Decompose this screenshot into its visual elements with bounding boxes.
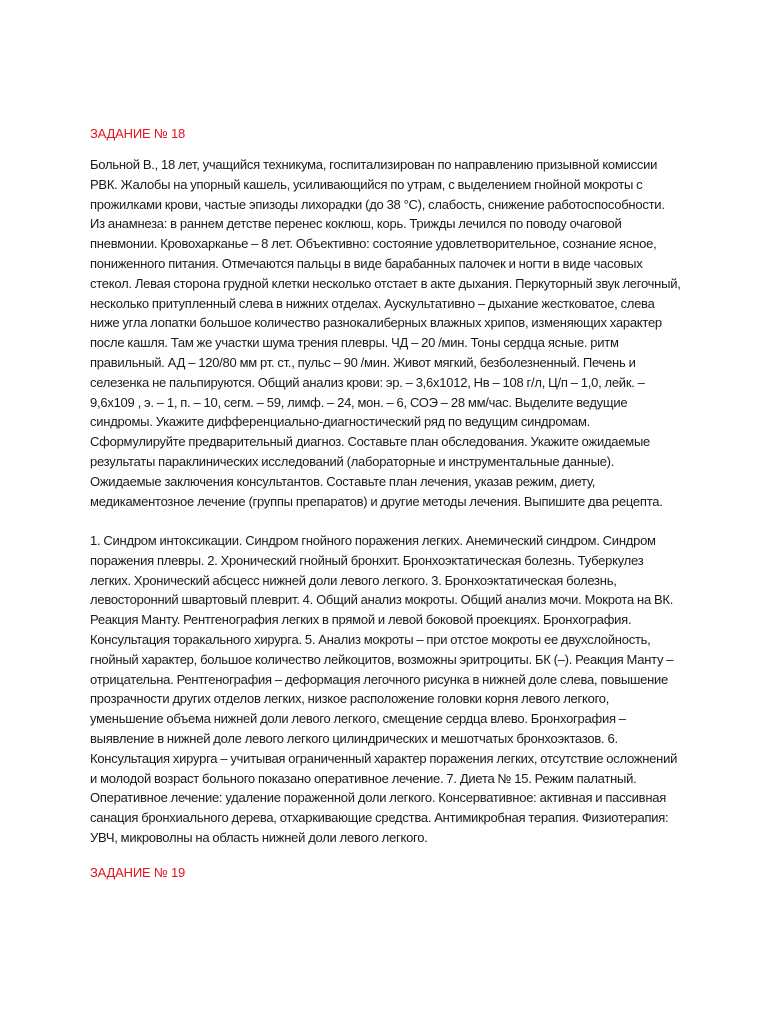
answer-paragraph: 1. Синдром интоксикации. Синдром гнойного поражения легких. Анемический синдром. Синдром поражения плевры. 2. Хронический гнойный бронхит. Бронхоэктатическая болезнь. Туберкулез легких. Хронический абсцесс нижней доли левого легкого. 3. Бронхоэктатическая болезнь, левосторонний швартовый плеврит. 4. Общий анализ мокроты. Общий анализ мочи. Мокрота на ВК. Реакция Манту. Рентгенография легких в прямой и левой боковой проекциях. Бронхография. Консультация торакального хирурга. 5. Анализ мокроты – при отстое мокроты ее двухслойность, гнойный характер, большое количество лейкоцитов, возможны эритроциты. БК (–). Реакция Манту – отрицательна. Рентгенография – деформация легочного рисунка в нижней доле слева, повышение прозрачности других отделов легких, низкое расположение головки корня левого легкого, уменьшение объема нижней доли левого легкого, смещение сердца влево. Бронхография – выявление в нижней доле левого легкого цилиндрических и мешотчатых бронхоэктазов. 6. Консультация хирурга – учитывая ограниченный характер поражения легких, отсутствие осложнений и молодой возраст больного показано оперативное лечение. 7. Диета № 15. Режим палатный. Оперативное лечение: удаление пораженной доли легкого. Консервативное: активная и пассивная санация бронхиального дерева, отхаркивающие средства. Антимикробная терапия. Физиотерапия: УВЧ, микроволны на область нижней доли левого легкого. — [90, 533, 678, 845]
case-description-paragraph: Больной В., 18 лет, учащийся техникума, госпитализирован по направлению призывной комиссии РВК. Жалобы на упорный кашель, усиливающийся по утрам, с выделением гнойной мокроты с прожилками крови, частые эпизоды лихорадки (до 38 °С), слабость, снижение работоспособности. Из анамнеза: в раннем детстве перенес коклюш, корь. Трижды лечился по поводу очаговой пневмонии. Кровохарканье – 8 лет. Объективно: состояние удовлетворительное, сознание ясное, пониженного питания. Отмечаются пальцы в виде барабанных палочек и ногти в виде часовых стекол. Левая сторона грудной клетки несколько отстает в акте дыхания. Перкуторный звук легочный, несколько притупленный слева в нижних отделах. Аускультативно – дыхание жестковатое, слева ниже угла лопатки большое количество разнокалиберных влажных хрипов, изменяющих характер после кашля. Там же участки шума трения плевры. ЧД – 20 /мин. Тоны сердца ясные. ритм правильный. АД – 120/80 мм рт. ст., пульс – 90 /мин. Живот мягкий, безболезненный. Печень и селезенка не пальпируются. Общий анализ крови: эр. – 3,6х1012, Нв – 108 г/л, Ц/п – 1,0, лейк. – 9,6х109 , э. – 1, п. – 10, сегм. – 59, лимф. – 24, мон. – 6, СОЭ – 28 мм/час. Выделите ведущие синдромы. Укажите дифференциально-диагностический ряд по ведущим синдромам. Сформулируйте предварительный диагноз. Составьте план обследования. Укажите ожидаемые результаты параклинических исследований (лабораторные и инструментальные данные). Ожидаемые заключения консультантов. Составьте план лечения, указав режим, диету, медикаментозное лечение (группы препаратов) и другие методы лечения. Выпишите два рецепта. — [90, 157, 681, 509]
task-19-heading: ЗАДАНИЕ № 19 — [90, 865, 186, 880]
task-18-heading: ЗАДАНИЕ № 18 — [90, 126, 186, 141]
